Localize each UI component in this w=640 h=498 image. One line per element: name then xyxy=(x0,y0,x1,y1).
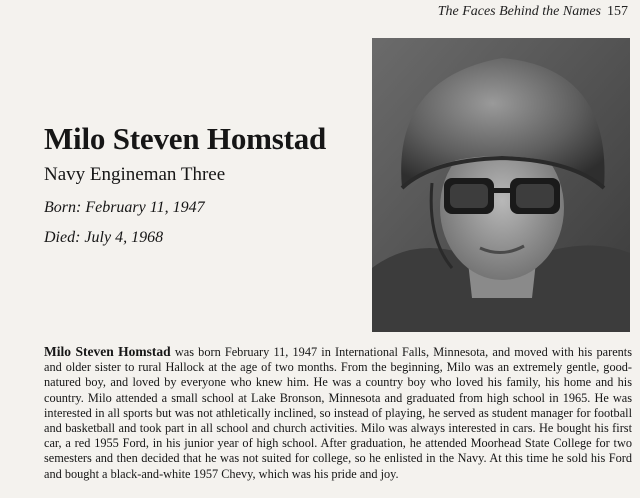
running-title: The Faces Behind the Names xyxy=(437,4,601,19)
biography-paragraph xyxy=(44,344,632,482)
page-number: 157 xyxy=(607,4,628,19)
death-date: Died: July 4, 1968 xyxy=(44,229,164,246)
birth-date: Born: February 11, 1947 xyxy=(44,199,205,216)
portrait-photo xyxy=(372,38,630,332)
biography-text: was born February 11, 1947 in International Falls, Minnesota, and moved with his parents and older sister to rural Hallock at the age of two months. From the beginning, Milo was an extremely gentle, good-natured boy, and loved by everyone who knew him. He was a country boy who loved his family, his home and his country. Milo attended a small school at Lake Bronson, Minnesota and graduated from high school in 1965. He was interested in all sports but was not athletically inclined, so instead of playing, he served as student manager for football and basketball and took part in all school and church activities. Milo was always interested in cars. He bought his first car, a red 1955 Ford, in his junior year of high school. After graduation, he attended Moorhead State College for two semesters and then decided that he was not suited for college, so he enlisted in the Navy. At this time he sold his Ford and bought a black-and-white 1957 Chevy, which was his pride and joy. xyxy=(44,345,632,481)
person-rank: Navy Engineman Three xyxy=(44,164,226,185)
person-name: Milo Steven Homstad xyxy=(44,121,327,156)
biography-lead-name: Milo Steven Homstad xyxy=(44,344,171,359)
portrait-image xyxy=(372,38,630,332)
running-head xyxy=(438,4,628,20)
